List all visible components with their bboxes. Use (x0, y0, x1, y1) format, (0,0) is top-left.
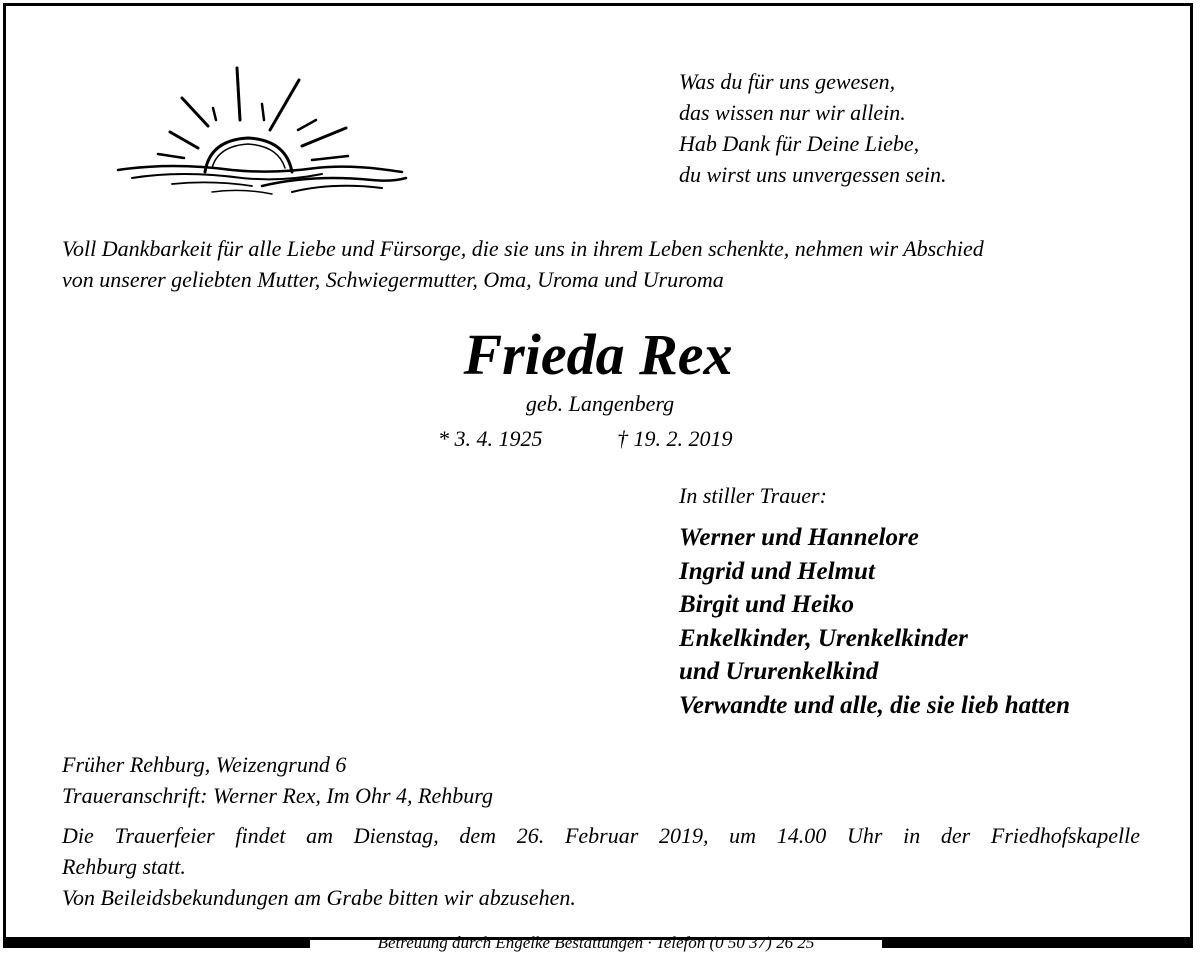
poem-line: du wirst uns unvergessen sein. (679, 162, 947, 187)
footer-rule-right (882, 940, 1193, 948)
mourner-name: Verwandte und alle, die sie lieb hatten (679, 691, 1070, 719)
poem-line: Was du für uns gewesen, (679, 69, 896, 94)
mourning-address: Traueranschrift: Werner Rex, Im Ohr 4, Rehburg (62, 783, 493, 808)
condolence-note: Von Beileidsbekundungen am Grabe bitten wir abzusehen. (62, 885, 576, 910)
poem-line: das wissen nur wir allein. (679, 100, 906, 125)
mourner-name: Birgit und Heiko (679, 591, 855, 619)
mourner-name: Ingrid und Helmut (679, 557, 875, 585)
footer-rule-left (3, 940, 310, 948)
service-line: Die Trauerfeier findet am Dienstag, dem 26. Februar 2019, um 14.00 Uhr in der Friedhofskapelle (62, 823, 1140, 848)
former-address: Früher Rehburg, Weizengrund 6 (62, 752, 347, 777)
sunset-icon (112, 62, 412, 202)
service-line: Rehburg statt. (62, 854, 186, 879)
mourner-name: Enkelkinder, Urenkelkinder (679, 624, 968, 652)
mourners-heading: In stiller Trauer: (679, 483, 827, 508)
mourners-list (679, 521, 1070, 723)
service-info (62, 820, 1140, 913)
birth-date: * 3. 4. 1925 (438, 426, 543, 451)
intro-line: von unserer geliebten Mutter, Schwiegermutter, Oma, Uroma und Ururoma (62, 267, 724, 292)
death-date: † 19. 2. 2019 (617, 426, 733, 451)
poem-line: Hab Dank für Deine Liebe, (679, 131, 920, 156)
poem (679, 66, 946, 190)
maiden-name: geb. Langenberg (525, 391, 675, 416)
intro-text (62, 233, 1142, 295)
intro-line: Voll Dankbarkeit für alle Liebe und Fürsorge, die sie uns in ihrem Leben schenkte, nehmen wir Abschied (62, 236, 984, 261)
footer-credit: Betreuung durch Engelke Bestattungen · Telefon (0 50 37) 26 25 (377, 933, 815, 952)
deceased-name: Frieda Rex (463, 322, 733, 387)
address-block (62, 749, 493, 811)
mourner-name: und Ururenkelkind (679, 658, 879, 686)
mourner-name: Werner und Hannelore (679, 524, 919, 551)
